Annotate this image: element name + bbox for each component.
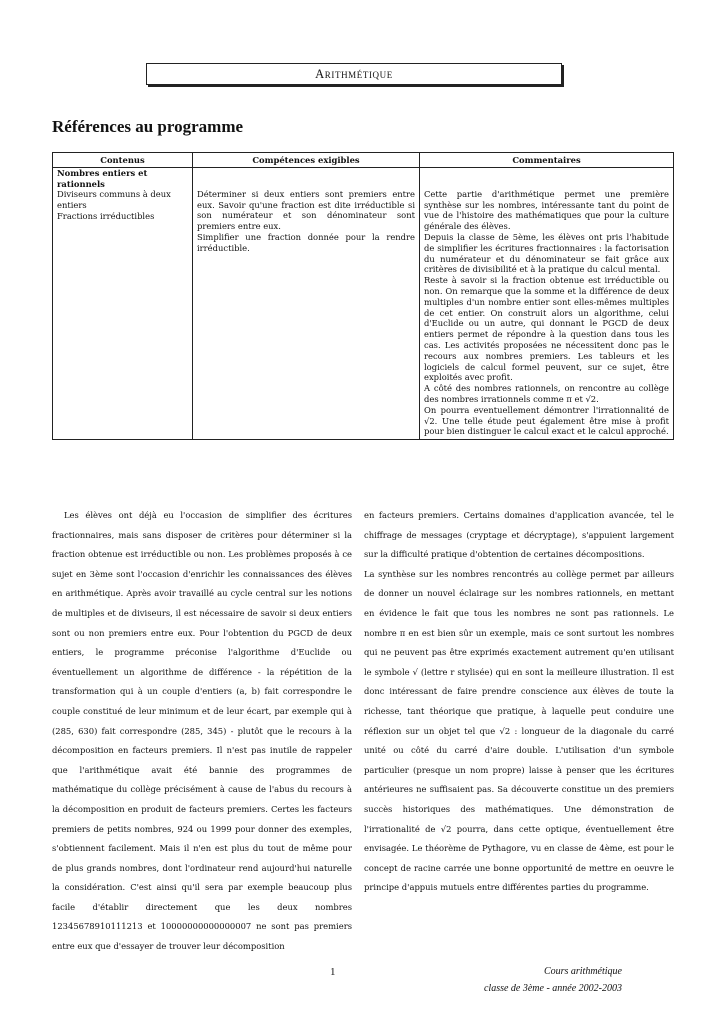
table-header-contenus: Contenus <box>53 153 193 168</box>
footer-class-year: classe de 3ème - année 2002-2003 <box>483 983 622 994</box>
table-header-row <box>53 153 674 168</box>
section-heading: Références au programme <box>52 117 244 136</box>
table-row <box>53 167 674 439</box>
commentaire-paragraph: A côté des nombres rationnels, on rencontre au collège des nombres irrationnels comme π et √2. <box>424 383 669 404</box>
body-paragraph: en facteurs premiers. Certains domaines d'application avancée, tel le chiffrage de messages (cryptage et décryptage), s'appuient largement sur la difficulté pratique d'obtention de certaines décompositions. <box>364 510 674 560</box>
commentaire-paragraph: Cette partie d'arithmétique permet une première synthèse sur les nombres, intéressante tant du point de vue de l'histoire des mathématiques que pour la culture générale des élèves. <box>424 188 669 232</box>
commentaire-paragraph: On pourra eventuellement démontrer l'irrationnalité de √2. Une telle étude peut également être mise à profit pour bien distinguer le calcul exact et le calcul approché. <box>424 404 669 437</box>
competence-paragraph: Simplifier une fraction donnée pour la rendre irréductible. <box>197 231 415 253</box>
body-paragraph: Les élèves ont déjà eu l'occasion de simplifier des écritures fractionnaires, mais sans disposer de critères pour déterminer si la fraction obtenue est irréductible ou non. Les problèmes proposés à ce sujet en 3ème sont l'occasion d'enrichir les connaissances des élèves en arithmétique. Après avoir travaillé au cycle central sur les notions de multiples et de diviseurs, il est nécessaire de savoir si deux entiers sont ou non premiers entre eux. Pour l'obtention du PGCD de deux entiers, le programme préconise l'algorithme d'Euclide ou éventuellement un algorithme de différence - la répétition de la transformation qui à un couple d'entiers (a, b) fait correspondre le couple constitué de leur minimum et de leur écart, par exemple qui à (285, 630) fait correspondre (285, 345) - plutôt que le recours à la décomposition en facteurs premiers. Il n'est pas inutile de rappeler que l'arithmétique avait été bannie des programmes de mathématique du collège précisément à cause de l'abus du recours à la décomposition en produit de facteurs premiers. Certes les facteurs premiers de petits nombres, 924 ou 1999 pour donner des exemples, s'obtiennent facilement. Mais il n'en est plus du tout de même pour de plus grands nombres, dont l'ordinateur rend aujourd'hui naturelle la considération. C'est ainsi qu'il sera par exemple beaucoup plus facile d'établir directement que les deux nombres 12345678910111213 et 10000000000000007 ne sont pas premiers entre eux que d'essayer de trouver leur décomposition <box>52 510 352 952</box>
commentaire-paragraph: Reste à savoir si la fraction obtenue est irréductible ou non. On remarque que la somme et la différence de deux multiples d'un nombre entier sont elles-mêmes multiples de cet entier. On construit alors un algorithme, celui d'Euclide ou un autre, qui donnant le PGCD de deux entiers permet de répondre à la question dans tous les cas. Les activités proposées ne nécessitent donc pas le recours aux nombres premiers. Les tableurs et les logiciels de calcul formel peuvent, sur ce sujet, être exploités avec profit. <box>424 275 669 383</box>
contenus-item: Fractions irréductibles <box>57 210 155 221</box>
body-left-column <box>52 506 352 957</box>
contenus-item: Diviseurs communs à deux entiers <box>57 189 171 211</box>
page-number: 1 <box>330 966 336 978</box>
competences-cell <box>193 167 420 439</box>
contenus-heading: Nombres entiers et rationnels <box>57 167 148 189</box>
curriculum-table <box>52 152 674 440</box>
body-right-column <box>364 506 674 898</box>
commentaire-paragraph: Depuis la classe de 5ème, les élèves ont pris l'habitude de simplifier les écritures fractionnaires : la factorisation du numérateur et du dénominateur se fait grâce aux critères de divisibilité et à la pratique du calcul mental. <box>424 231 669 275</box>
competence-paragraph: Déterminer si deux entiers sont premiers entre eux. Savoir qu'une fraction est dite irréductible si son numérateur et son dénominateur sont premiers entre eux. <box>197 188 415 232</box>
commentaires-cell <box>420 167 674 439</box>
table-header-competences: Compétences exigibles <box>193 153 420 168</box>
footer-course-title: Cours arithmétique <box>543 966 622 977</box>
table-header-commentaires: Commentaires <box>420 153 674 168</box>
contenus-cell <box>53 167 193 439</box>
body-paragraph: La synthèse sur les nombres rencontrés au collège permet par ailleurs de donner un nouvel éclairage sur les nombres rationnels, en mettant en évidence le fait que tous les nombres ne sont pas rationnels. Le nombre π en est bien sûr un exemple, mais ce sont surtout les nombres qui ne peuvent pas être exprimés exactement autrement qu'en utilisant le symbole √ (lettre r stylisée) qui en sont la meilleure illustration. Il est donc intéressant de faire prendre conscience aux élèves de toute la richesse, tant théorique que pratique, à laquelle peut conduire une réflexion sur un objet tel que √2 : longueur de la diagonale du carré unité ou côté du carré d'aire double. L'utilisation d'un symbole particulier (presque un nom propre) laisse à penser que les écritures antérieures ne suffisaient pas. Sa découverte constitue un des premiers succès historiques des mathématiques. Une démonstration de l'irrationalité de √2 pourra, dans cette optique, éventuellement être envisagée. Le théorème de Pythagore, vu en classe de 4ème, est pour le concept de racine carrée une bonne opportunité de mettre en oeuvre le principe d'appuis mutuels entre différentes parties du programme. <box>364 568 674 893</box>
page-header-title: Arithmétique <box>146 63 562 85</box>
